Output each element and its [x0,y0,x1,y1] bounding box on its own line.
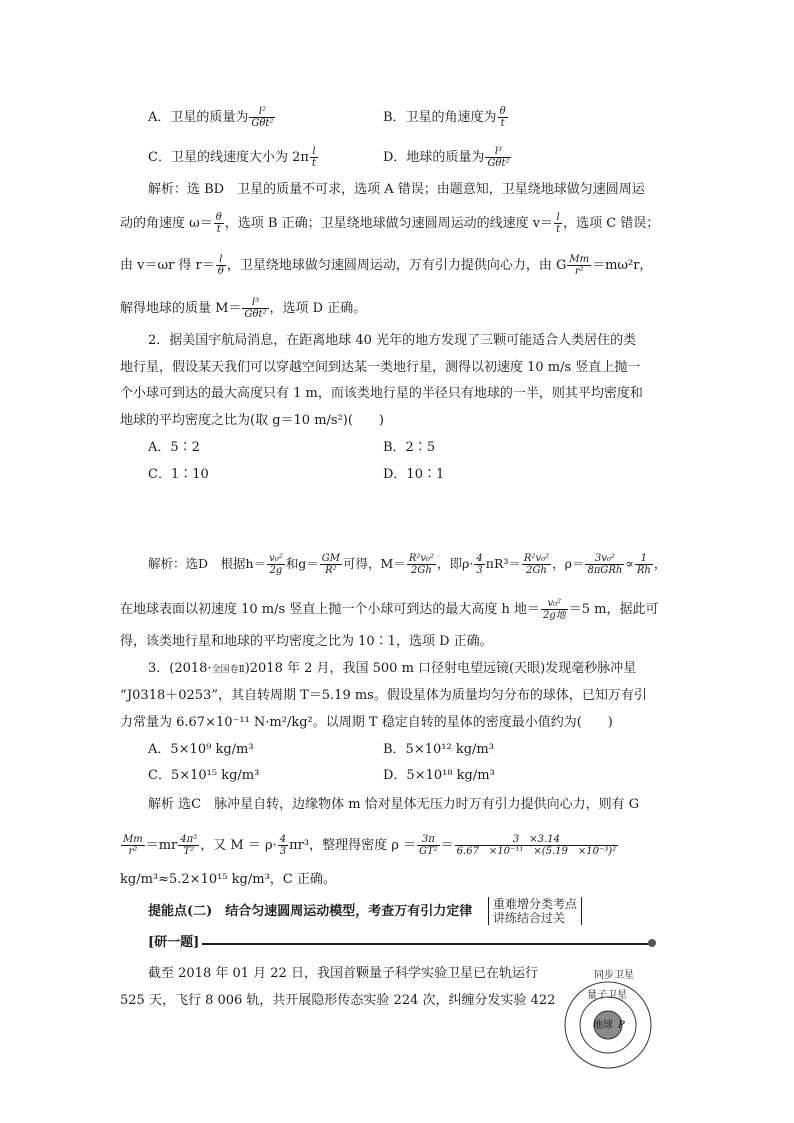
q2-solution-line-1: 解析：选D 根据h＝ $\frac{\text{v₀²}}{2g}$ 和g＝ $\frac{GM}{\text{R²}}$ 可得，M＝ $\frac{\text{R²v₀²}}{2Gh}$ ，即ρ· $\frac{4}{3}$ πR³＝ $\frac{\text{R²v₀²}}{2Gh}$ ，ρ＝ $\frac{\text{3v₀²}}{\text{8πGRh}}$ ∝ $\frac{1}{Rh}$ ， [148,553,667,576]
study-divider-end-dot [648,939,656,947]
q1-option-d-fraction: $\frac{\text{l³}}{\text{Gθt²}}$ [487,146,510,169]
q3-solution-line-2: $\frac{Mm}{\text{r²}}$ ＝mr $\frac{\text{4π²}}{\text{T²}}$ ，又 M ＝ ρ· $\frac{4}{3}$ πr³，整理得密度 ρ ＝ $\frac{3\pi}{\text{GT²}}$ ＝ $\frac{3 \times 3.14}{\text{6.67 ×10⁻¹¹ ×(5.19 ×10⁻³)²}}$ [123,834,617,857]
section-tag-line-1: 重难增分类考点 [493,897,578,911]
q1-option-b-fraction: $\frac{\theta}{t}$ [499,106,506,129]
q2-solution-line-2: 在地球表面以初速度 10 m/s 竖直上抛一个小球可到达的最大高度 h 地＝ $\frac{\text{v₀²}}{\text{2g地}}$ ＝5 m，据此可 [120,598,659,621]
sync-satellite-label: 同步卫星 [594,970,634,981]
q1-option-c-fraction: $\frac{l}{t}$ [311,146,316,169]
q3-option-d: D．5×10¹⁸ kg/m³ [383,768,495,783]
q2-option-a: A．5∶2 [148,440,200,455]
q3-option-a: A．5×10⁹ kg/m³ [148,742,254,757]
section-title: 提能点(二) 结合匀速圆周运动模型，考查万有引力定律 [148,904,473,919]
earth-label: 地球 [593,1020,613,1031]
quantum-satellite-label: 量子卫星 [587,990,627,1001]
q3-option-c: C．5×10¹⁵ kg/m³ [148,768,260,783]
q2-line-4: 地球的平均密度之比为(取 g＝10 m/s²)( ) [120,413,385,428]
q3-solution-line-1: 解析 选C 脉冲星自转，边缘物体 m 恰对星体无压力时万有引力提供向心力，则有 G [148,797,640,812]
q1-solution-line-1: 解析：选 BD 卫星的质量不可求，选项 A 错误；由题意知，卫星绕地球做匀速圆周运 [148,182,645,197]
q2-line-3: 个小球可到达的最大高度只有 1 m，而该类地行星的半径只有地球的一半，则其平均密度和 [120,386,643,401]
study-divider [202,943,650,945]
q2-option-b: B．2∶5 [383,440,436,455]
q2-option-c: C．1∶10 [148,467,209,482]
q3-line-3: 力常量为 6.67×10⁻¹¹ N·m²/kg²。以周期 T 稳定自转的星体的密度最小值约为( ) [120,715,613,730]
q3-line-1: 3．(2018·全国卷Ⅱ)2018 年 2 月，我国 500 m 口径射电望远镜(天眼)发现毫秒脉冲星 [148,661,637,676]
q2-solution-line-3: 得，该类地行星和地球的平均密度之比为 10∶1，选项 D 正确。 [120,634,493,649]
q1-option-c: C．卫星的线速度大小为 2π $\frac{l}{t}$ [148,146,316,169]
point-p-label: P [618,1020,625,1031]
q3-option-b: B．5×10¹² kg/m³ [383,742,494,757]
q1-solution-line-4: 解得地球的质量 M＝ $\frac{\text{l³}}{\text{Gθt²}}$ ，选项 D 正确。 [120,297,367,320]
q3-solution-line-3: kg/m³≈5.2×10¹⁵ kg/m³，C 正确。 [120,872,336,887]
q2-option-d: D．10∶1 [383,467,445,482]
study-label: [研一题] [148,935,200,950]
q4-line-1: 截至 2018 年 01 月 22 日，我国首颗量子科学实验卫星已在轨运行 [148,966,538,981]
q3-line-2: “J0318＋0253”，其自转周期 T＝5.19 ms。假设星体为质量均匀分布的球体，已知万有引 [120,688,647,703]
q1-option-d: D．地球的质量为 $\frac{\text{l³}}{\text{Gθt²}}$ [383,146,510,169]
q4-line-2: 525 天，飞行 8 006 轨，共开展隐形传态实验 224 次，纠缠分发实验 422 [120,993,556,1008]
q1-option-a: A．卫星的质量为 $\frac{\text{l²}}{\text{Gθt²}}$ [148,106,274,129]
section-tag-box [488,897,582,925]
q1-solution-line-2: 动的角速度 ω＝ $\frac{\theta}{t}$ ，选项 B 正确；卫星绕地球做匀速圆周运动的线速度 v＝ $\frac{l}{t}$ ，选项 C 错误； [120,212,660,235]
q2-line-1: 2．据美国宇航局消息，在距离地球 40 光年的地方发现了三颗可能适合人类居住的类 [148,333,637,348]
q1-solution-line-3: 由 v＝ωr 得 r＝ $\frac{l}{\theta}$ ，卫星绕地球做匀速圆周运动，万有引力提供向心力，由 G $\frac{Mm}{\text{r²}}$ ＝mω²r， [120,254,653,277]
q1-option-b: B．卫星的角速度为 $\frac{\theta}{t}$ [383,106,506,129]
section-tag-line-2: 讲练结合过关 [493,911,566,925]
orbit-diagram [560,965,670,1105]
q1-option-a-fraction: $\frac{\text{l²}}{\text{Gθt²}}$ [251,106,274,129]
q3-source-tag: 全国卷Ⅱ [211,665,245,675]
q2-line-2: 地行星，假设某天我们可以穿越空间到达某一类地行星，测得以初速度 10 m/s 竖直上抛一 [120,360,641,375]
